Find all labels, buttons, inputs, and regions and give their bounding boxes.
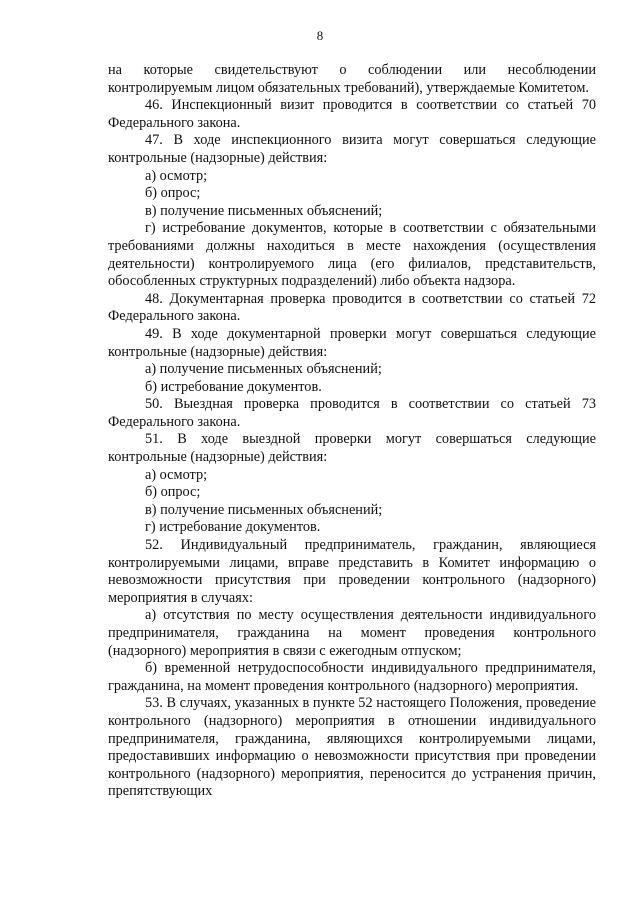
- list-item: а) осмотр;: [145, 167, 208, 184]
- paragraph: на которые свидетельствуют о соблюдении или несоблюдении контролируемым лицом обязательных требований), утверждаемые Комитетом.: [108, 62, 596, 96]
- paragraph: 48. Документарная проверка проводится в соответствии со статьей 72 Федерального закона.: [108, 290, 596, 325]
- list-item: б) опрос;: [145, 185, 201, 202]
- paragraph: 53. В случаях, указанных в пункте 52 настоящего Положения, проведение контрольного (надзорного) мероприятия в отношении индивидуального предпринимателя, гражданина, являющихся контролируемыми лицами, предоставивших информацию о невозможности присутствия при проведении контрольного (надзорного) мероприятия, переносится до устранения причин, препятствующих: [108, 695, 596, 800]
- list-item: б) опрос;: [145, 484, 201, 501]
- paragraph: 50. Выездная проверка проводится в соответствии со статьей 73 Федерального закона.: [108, 396, 596, 430]
- page-number: 8: [316, 28, 324, 43]
- paragraph: 52. Индивидуальный предприниматель, гражданин, являющиеся контролируемыми лицами, вправе представить в Комитет информацию о невозможности присутствия при проведении контрольного (надзорного) мероприятия в случаях:: [108, 537, 596, 606]
- paragraph: 46. Инспекционный визит проводится в соответствии со статьей 70 Федерального закона.: [108, 97, 596, 131]
- list-item: а) отсутствия по месту осуществления деятельности индивидуального предпринимателя, гражданина на момент проведения контрольного (надзорного) мероприятия в связи с ежегодным отпуском;: [108, 607, 596, 659]
- list-item: в) получение письменных объяснений;: [145, 501, 383, 518]
- list-item: а) осмотр;: [145, 466, 208, 483]
- paragraph: 47. В ходе инспекционного визита могут совершаться следующие контрольные (надзорные) действия:: [108, 132, 596, 166]
- paragraph: 51. В ходе выездной проверки могут совершаться следующие контрольные (надзорные) действия:: [108, 431, 596, 466]
- list-item: б) истребование документов.: [145, 378, 322, 395]
- document-body: [108, 62, 596, 801]
- list-item: в) получение письменных объяснений;: [145, 202, 383, 219]
- list-item: г) истребование документов.: [145, 519, 321, 536]
- list-item: а) получение письменных объяснений;: [145, 361, 382, 378]
- list-item: г) истребование документов, которые в соответствии с обязательными требованиями должны находиться в месте нахождения (осуществления деятельности) контролируемого лица (его филиалов, представительств, обособленных структурных подразделений) либо объекта надзора.: [108, 220, 596, 290]
- list-item: б) временной нетрудоспособности индивидуального предпринимателя, гражданина, на момент проведения контрольного (надзорного) мероприятия.: [108, 660, 596, 694]
- paragraph: 49. В ходе документарной проверки могут совершаться следующие контрольные (надзорные) действия:: [108, 325, 596, 360]
